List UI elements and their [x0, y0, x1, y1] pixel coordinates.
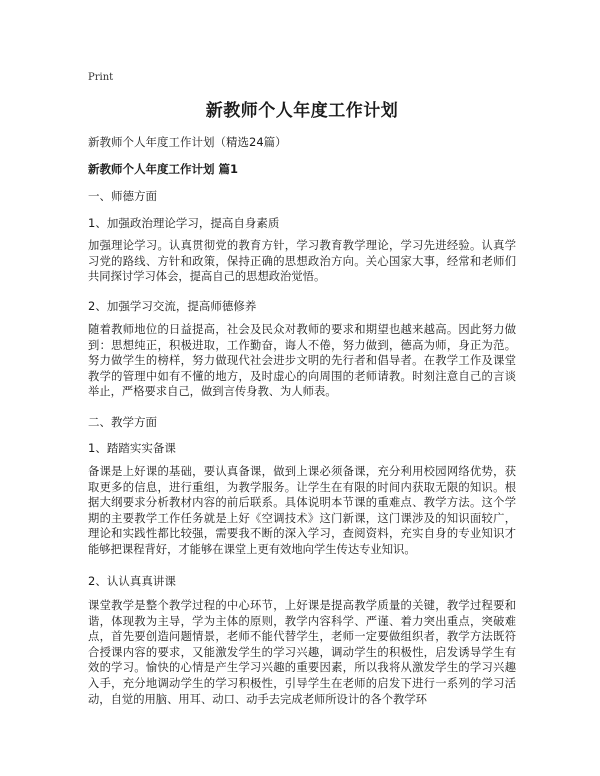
- part2-item1-paragraph: 备课是上好课的基础，要认真备课，做到上课必须备课，充分利用校园网络优势，获取更多的信息，进行重组，为教学服务。让学生在有限的时间内获取无限的知识。根据大纲要求分析教材内容的前后联系。具体说明本节课的重难点、教学方法。这个学期的主要教学工作任务就是上好《空调技术》这门新课，这门课涉及的知识面较广，理论和实践性都比较强，需要我不断的深入学习，查阅资料，充实自身的专业知识才能够把课程背好，才能够在课堂上更有效地向学生传达专业知识。: [88, 465, 516, 556]
- part2-item2-heading: 2、认认真真讲课: [88, 574, 176, 588]
- part2-heading: 二、教学方面: [88, 415, 157, 429]
- print-link[interactable]: Print: [88, 72, 114, 83]
- part1-item2-paragraph: 随着教师地位的日益提高，社会及民众对教师的要求和期望也越来越高。因此努力做到：思想纯正，积极进取，工作勤奋，诲人不倦，努力做到，德高为师，身正为范。努力做学生的榜样，努力做现代社会进步文明的先行者和倡导者。在教学工作及课堂教学的管理中如有不懂的地方，及时虚心的向周围的老师请教。时刻注意自己的言谈举止，严格要求自己，做到言传身教、为人师表。: [88, 323, 516, 399]
- part1-item1-paragraph: 加强理论学习。认真贯彻党的教育方针，学习教育教学理论，学习先进经验。认真学习党的路线、方针和政策，保持正确的思想政治方向。关心国家大事，经常和老师们共同探讨学习体会，提高自己的思想政治觉悟。: [88, 239, 516, 284]
- part1-item1-heading: 1、加强政治理论学习，提高自身素质: [88, 216, 280, 230]
- document-subtitle: 新教师个人年度工作计划（精选24篇）: [88, 135, 287, 149]
- part2-item2-paragraph: 课堂教学是整个教学过程的中心环节，上好课是提高教学质量的关键，教学过程要和谐，体现教为主导，学为主体的原则，教学内容科学、严谨、着力突出重点，突破难点，首先要创造问题情景，老师不能代替学生，老师一定要做组织者，教学方法既符合授课内容的要求，又能激发学生的学习兴趣，调动学生的积极性，启发诱导学生有效的学习。愉快的心情是产生学习兴趣的重要因素，所以我将从激发学生的学习兴趣入手，充分地调动学生的学习积极性，引导学生在老师的启发下进行一系列的学习活动，自觉的用脑、用耳、动口、动手去完成老师所设计的各个教学环: [88, 599, 516, 706]
- page-title: 新教师个人年度工作计划: [205, 101, 399, 121]
- part1-item2-heading: 2、加强学习交流，提高师德修养: [88, 299, 257, 313]
- section-title: 新教师个人年度工作计划 篇1: [88, 162, 239, 176]
- part2-item1-heading: 1、踏踏实实备课: [88, 441, 176, 455]
- part1-heading: 一、师德方面: [88, 189, 157, 203]
